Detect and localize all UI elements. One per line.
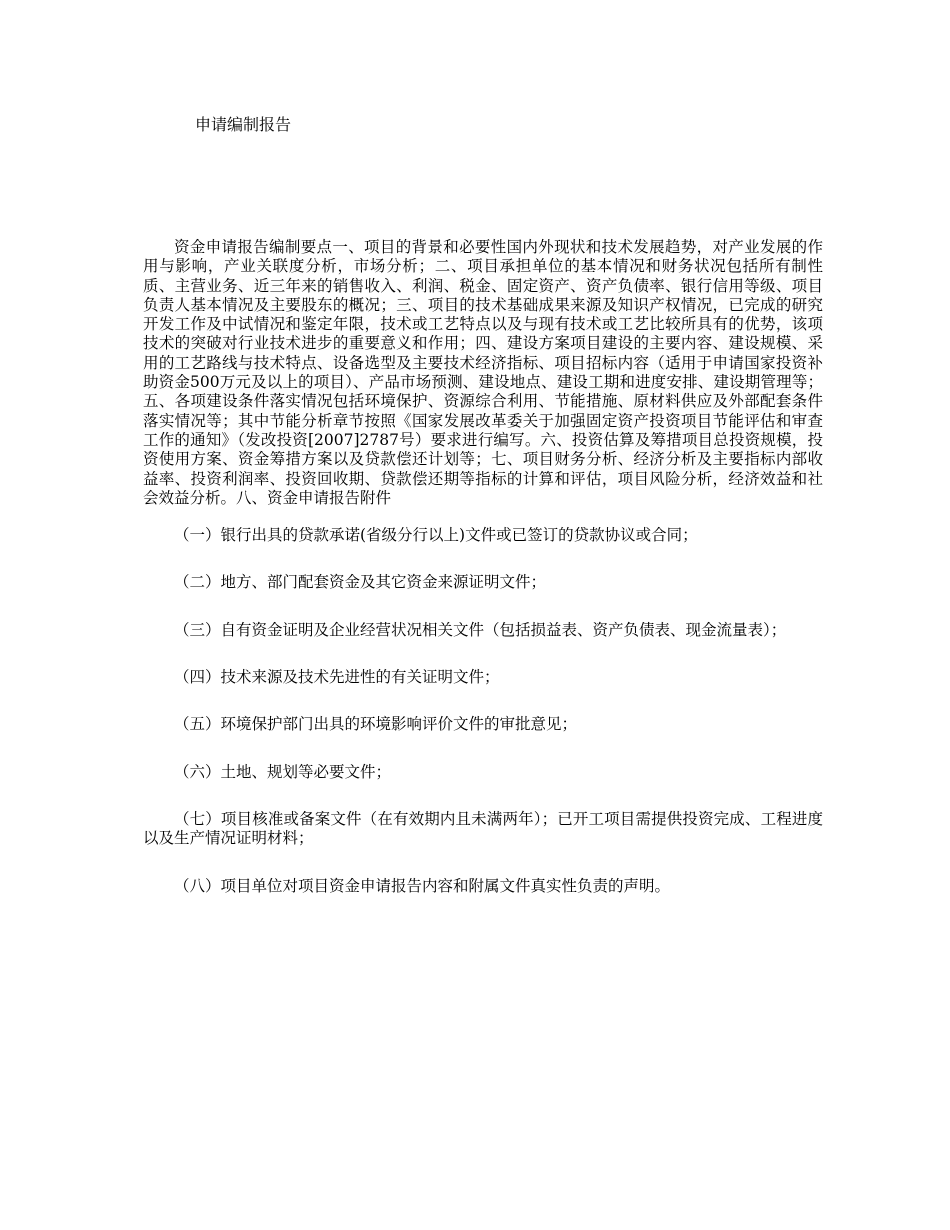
attachment-item-4: （四）技术来源及技术先进性的有关证明文件；	[174, 668, 500, 687]
attachment-item-3: （三）自有资金证明及企业经营状况相关文件（包括损益表、资产负债表、现金流量表）；	[174, 620, 787, 639]
attachment-item-6: （六）土地、规划等必要文件；	[174, 762, 392, 781]
attachment-item-5: （五）环境保护部门出具的环境影响评价文件的审批意见；	[174, 715, 578, 734]
attachment-item-7: （七）项目核准或备案文件（在有效期内且未满两年）；已开工项目需提供投资完成、工程进度以及生产情况证明材料；	[143, 809, 823, 848]
document-title: 申请编制报告	[195, 115, 292, 134]
attachment-item-1: （一）银行出具的贷款承诺(省级分行以上)文件或已签订的贷款协议或合同；	[174, 526, 698, 545]
main-paragraph: 资金申请报告编制要点一、项目的背景和必要性国内外现状和技术发展趋势，对产业发展的作用与影响，产业关联度分析，市场分析；二、项目承担单位的基本情况和财务状况包括所有制性质、主营业务、近三年来的销售收入、利润、税金、固定资产、资产负债率、银行信用等级、项目负责人基本情况及主要股东的概况；三、项目的技术基础成果来源及知识产权情况，已完成的研究开发工作及中试情况和鉴定年限，技术或工艺特点以及与现有技术或工艺比较所具有的优势，该项技术的突破对行业技术进步的重要意义和作用；四、建设方案项目建设的主要内容、建设规模、采用的工艺路线与技术特点、设备选型及主要技术经济指标、项目招标内容（适用于申请国家投资补助资金500万元及以上的项目）、产品市场预测、建设地点、建设工期和进度安排、建设期管理等；五、各项建设条件落实情况包括环境保护、资源综合利用、节能措施、原材料供应及外部配套条件落实情况等；其中节能分析章节按照《国家发展改革委关于加强固定资产投资项目节能评估和审查工作的通知》（发改投资[2007]2787号）要求进行编写。六、投资估算及筹措项目总投资规模，投资使用方案、资金筹措方案以及贷款偿还计划等；七、项目财务分析、经济分析及主要指标内部收益率、投资利润率、投资回收期、贷款偿还期等指标的计算和评估，项目风险分析，经济效益和社会效益分析。八、资金申请报告附件	[143, 238, 823, 507]
document-body	[143, 238, 823, 924]
attachment-item-8: （八）项目单位对项目资金申请报告内容和附属文件真实性负责的声明。	[174, 876, 671, 895]
attachment-item-2: （二）地方、部门配套资金及其它资金来源证明文件；	[174, 573, 547, 592]
